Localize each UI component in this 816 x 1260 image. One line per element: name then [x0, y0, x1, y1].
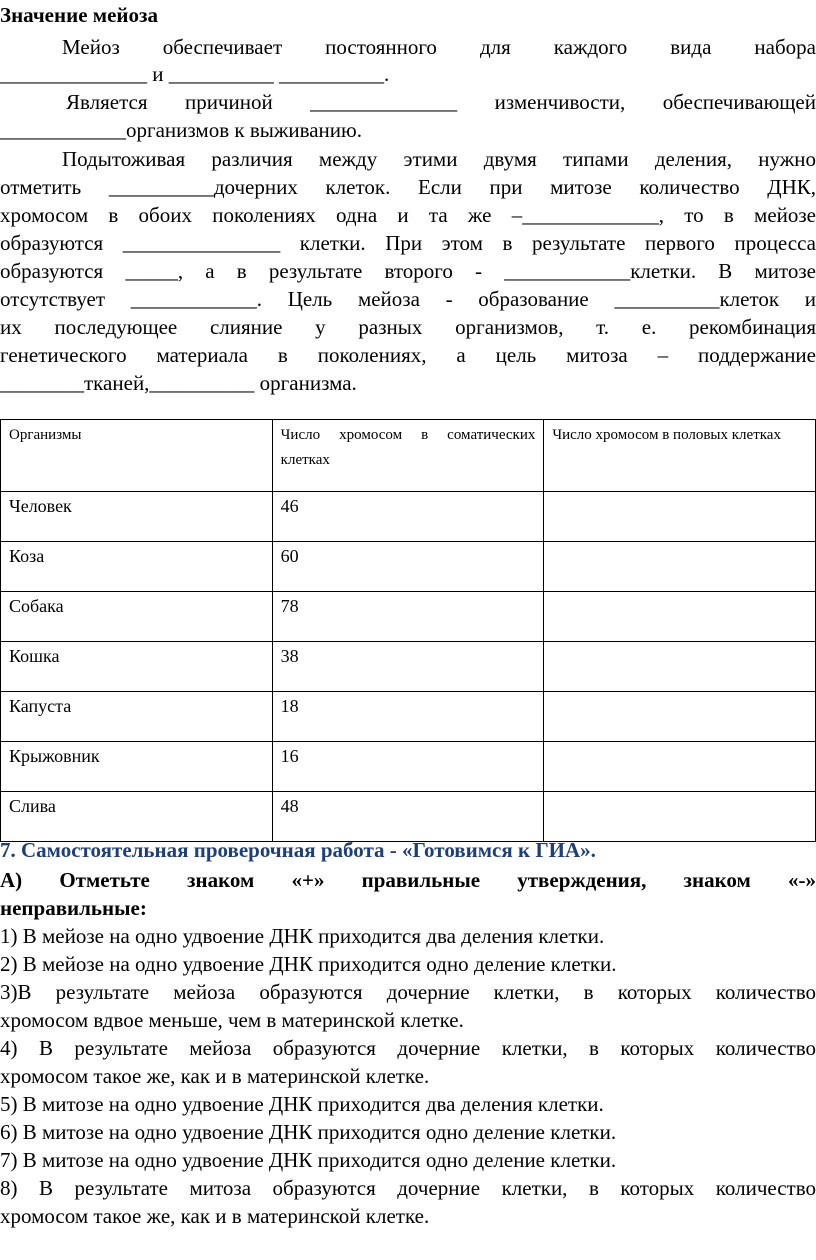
task-instruction: неправильные: [0, 896, 147, 920]
table-cell: Собака [1, 592, 273, 642]
table-header-cell: Организмы [1, 420, 273, 492]
table-row [1, 592, 816, 642]
table-cell: Слива [1, 792, 273, 842]
table-cell [544, 542, 816, 592]
table-cell: Человек [1, 492, 273, 542]
paragraph-line: ________тканей,__________ организма. [0, 371, 357, 395]
table-cell: Коза [1, 542, 273, 592]
paragraph-line: Является причиной ______________ изменчивости, обеспечивающей [66, 90, 816, 114]
table-cell: 46 [272, 492, 544, 542]
paragraph-line: Подытоживая различия между этими двумя типами деления, нужно [62, 147, 816, 171]
paragraph-line: отсутствует ____________. Цель мейоза - образование __________клеток и [0, 287, 816, 311]
statement-1: 1) В мейозе на одно удвоение ДНК приходится два деления клетки. [0, 924, 605, 948]
chromosome-table [0, 419, 816, 842]
statement-6: 6) В митозе на одно удвоение ДНК приходится одно деление клетки. [0, 1120, 617, 1144]
table-cell [544, 692, 816, 742]
table-cell: Крыжовник [1, 742, 273, 792]
task-instruction: А) Отметьте знаком «+» правильные утверждения, знаком «-» [0, 868, 816, 892]
table-cell [544, 592, 816, 642]
paragraph-line: образуются _____, а в результате второго - ____________клетки. В митозе [0, 259, 816, 283]
table-cell: 78 [272, 592, 544, 642]
table-cell [544, 492, 816, 542]
table-header-cell: Число хромосом в половых клетках [544, 420, 816, 492]
paragraph-line: их последующее слияние у разных организмов, т. е. рекомбинация [0, 315, 816, 339]
statement-7: 7) В митозе на одно удвоение ДНК приходится одно деление клетки. [0, 1148, 617, 1172]
statement-8-cont: хромосом такое же, как и в материнской клетке. [0, 1204, 430, 1228]
statement-4: 4) В результате мейоза образуются дочерние клетки, в которых количество [0, 1036, 816, 1060]
table-cell: Кошка [1, 642, 273, 692]
statement-4-cont: хромосом такое же, как и в материнской клетке. [0, 1064, 430, 1088]
statement-2: 2) В мейозе на одно удвоение ДНК приходится одно деление клетки. [0, 952, 617, 976]
table-cell: 38 [272, 642, 544, 692]
paragraph-line: ______________ и __________ __________. [0, 62, 390, 86]
statement-3: 3)В результате мейоза образуются дочерние клетки, в которых количество [0, 980, 816, 1004]
table-cell [544, 642, 816, 692]
table-row [1, 642, 816, 692]
heading: Значение мейоза [0, 3, 158, 27]
statement-3-cont: хромосом вдвое меньше, чем в материнской клетке. [0, 1008, 464, 1032]
table-row [1, 492, 816, 542]
paragraph-line: Мейоз обеспечивает постоянного для каждого вида набора [62, 35, 816, 59]
table-cell: 18 [272, 692, 544, 742]
table-header-row [1, 420, 816, 492]
table-cell [544, 792, 816, 842]
table-cell: 48 [272, 792, 544, 842]
table-cell: 16 [272, 742, 544, 792]
table-cell [544, 742, 816, 792]
table-cell: Капуста [1, 692, 273, 742]
statement-5: 5) В митозе на одно удвоение ДНК приходится два деления клетки. [0, 1092, 604, 1116]
paragraph-line: отметить __________дочерних клеток. Если при митозе количество ДНК, [0, 175, 816, 199]
table-header-cell: Число хромосом в соматических клетках [272, 420, 544, 492]
paragraph-line: генетического материала в поколениях, а цель митоза – поддержание [0, 343, 816, 367]
table-row [1, 792, 816, 842]
table-row [1, 542, 816, 592]
table-row [1, 692, 816, 742]
paragraph-line: ____________организмов к выживанию. [0, 118, 362, 142]
paragraph-line: образуются _______________ клетки. При этом в результате первого процесса [0, 231, 816, 255]
paragraph-line: хромосом в обоих поколениях одна и та же –_____________, то в мейозе [0, 203, 816, 227]
statement-8: 8) В результате митоза образуются дочерние клетки, в которых количество [0, 1176, 816, 1200]
table-row [1, 742, 816, 792]
section-title: 7. Самостоятельная проверочная работа - «Готовимся к ГИА». [0, 838, 596, 862]
table-cell: 60 [272, 542, 544, 592]
